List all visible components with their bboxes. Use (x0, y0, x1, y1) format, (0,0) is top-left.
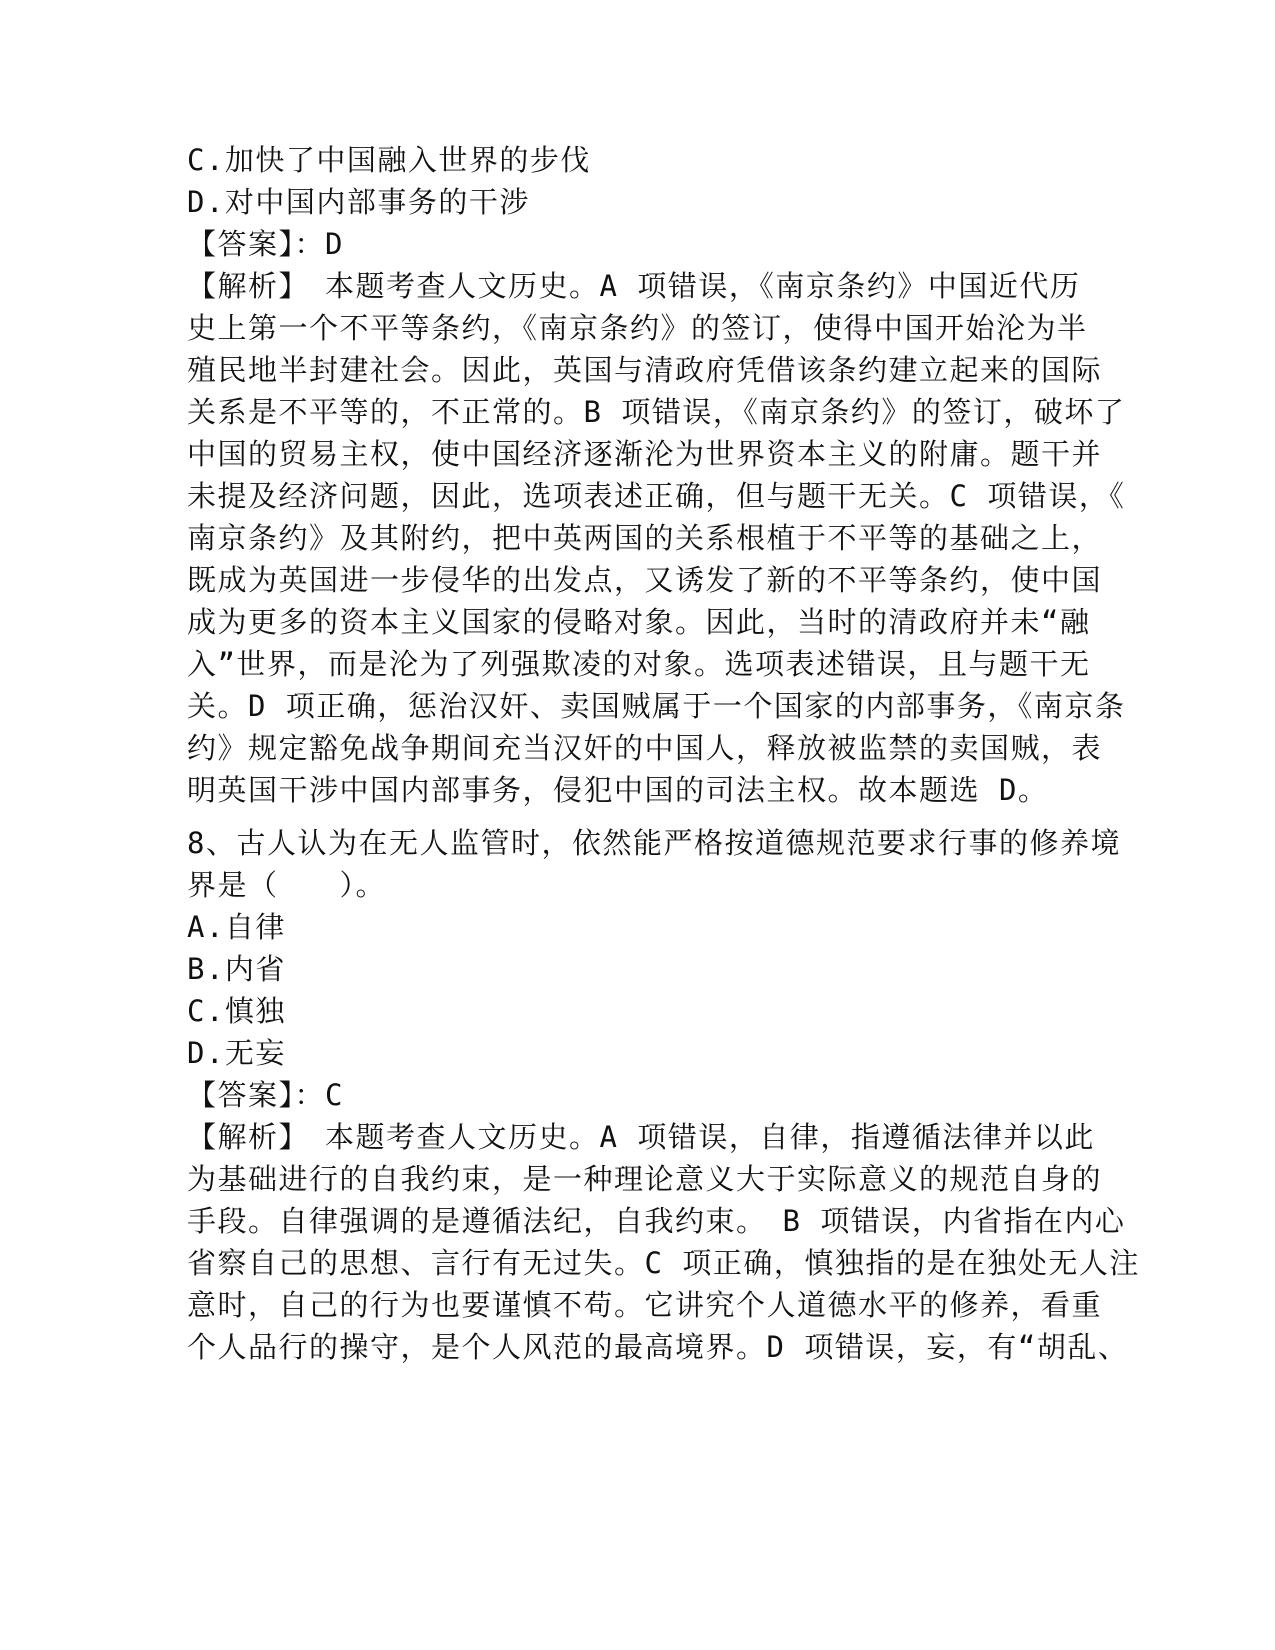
q8-analysis-line: 为基础进行的自我约束，是一种理论意义大于实际意义的规范自身的 (187, 1162, 1103, 1196)
q8-analysis-line: 省察自己的思想、言行有无过失。C 项正确，慎独指的是在独处无人注 (187, 1246, 1140, 1280)
q8-question-line: 界是（ ）。 (187, 868, 387, 902)
q7-analysis-line: 关系是不平等的，不正常的。B 项错误，《南京条约》的签订，破坏了 (187, 395, 1126, 429)
q7-analysis-line: 入”世界，而是沦为了列强欺凌的对象。选项表述错误，且与题干无 (187, 647, 1091, 681)
q7-analysis-line: 南京条约》及其附约，把中英两国的关系根植于不平等的基础之上， (187, 521, 1103, 555)
q8-analysis-line: 意时，自己的行为也要谨慎不苟。它讲究个人道德水平的修养，看重 (187, 1288, 1103, 1322)
q7-analysis-line: 关。D 项正确，惩治汉奸、卖国贼属于一个国家的内部事务，《南京条 (187, 689, 1126, 723)
q8-option-c: C.慎独 (187, 994, 286, 1028)
q8-analysis-line: 个人品行的操守，是个人风范的最高境界。D 项错误，妄，有“胡乱、 (187, 1330, 1129, 1364)
q7-option-d: D.对中国内部事务的干涉 (187, 185, 530, 219)
q7-analysis-line: 明英国干涉中国内部事务，侵犯中国的司法主权。故本题选 D。 (187, 773, 1049, 807)
q7-option-c: C.加快了中国融入世界的步伐 (187, 143, 591, 177)
q8-option-a: A.自律 (187, 910, 286, 944)
q7-analysis-line: 史上第一个不平等条约，《南京条约》的签订，使得中国开始沦为半 (187, 311, 1088, 345)
q7-answer: 【答案】：D (187, 227, 344, 261)
q7-analysis-line: 中国的贸易主权，使中国经济逐渐沦为世界资本主义的附庸。题干并 (187, 437, 1103, 471)
q8-answer: 【答案】：C (187, 1078, 344, 1112)
q7-analysis-line: 殖民地半封建社会。因此，英国与清政府凭借该条约建立起来的国际 (187, 353, 1103, 387)
q7-analysis-line: 【解析】 本题考查人文历史。A 项错误，《南京条约》中国近代历 (187, 269, 1081, 303)
q8-analysis-line: 【解析】 本题考查人文历史。A 项错误，自律，指遵循法律并以此 (187, 1120, 1095, 1154)
q7-analysis-line: 成为更多的资本主义国家的侵略对象。因此，当时的清政府并未“融 (187, 605, 1091, 639)
q7-analysis-line: 未提及经济问题，因此，选项表述正确，但与题干无关。C 项错误，《 (187, 479, 1126, 513)
q8-option-b: B.内省 (187, 952, 286, 986)
q8-option-d: D.无妄 (187, 1036, 286, 1070)
q7-analysis-line: 既成为英国进一步侵华的出发点，又诱发了新的不平等条约，使中国 (187, 563, 1103, 597)
q8-question-line: 8、古人认为在无人监管时，依然能严格按道德规范要求行事的修养境 (187, 826, 1121, 860)
q7-analysis-line: 约》规定豁免战争期间充当汉奸的中国人，释放被监禁的卖国贼，表 (187, 731, 1103, 765)
q8-analysis-line: 手段。自律强调的是遵循法纪，自我约束。 B 项错误，内省指在内心 (187, 1204, 1126, 1238)
